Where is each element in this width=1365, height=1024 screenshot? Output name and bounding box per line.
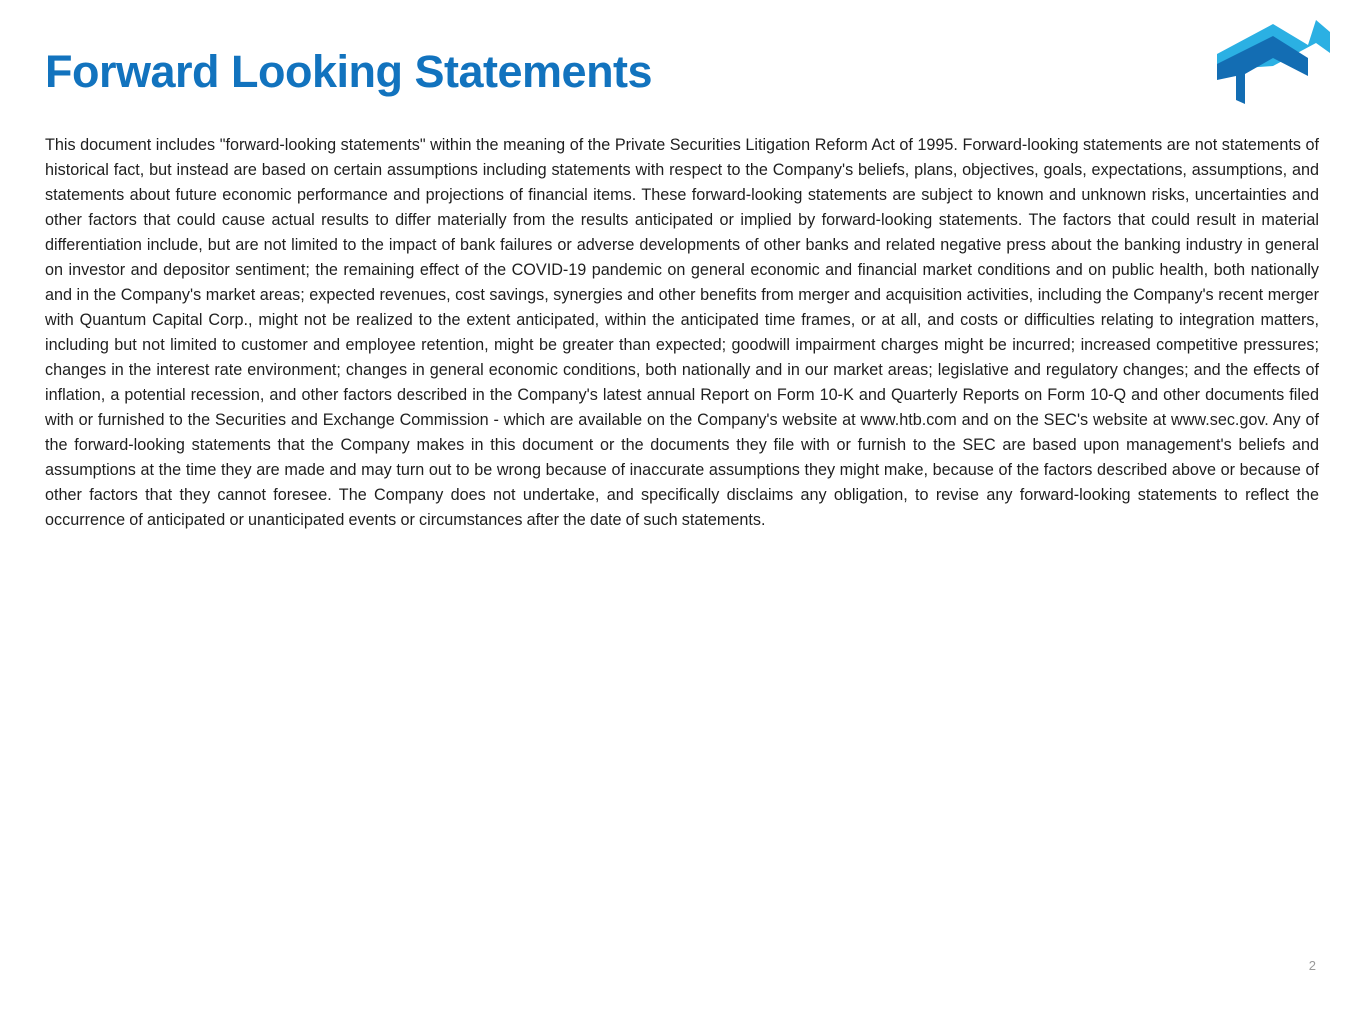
forward-looking-paragraph: This document includes "forward-looking statements" within the meaning of the Private Securities Litigation Reform Act of 1995. Forward-looking statements are not statements of historical fact, but instead are based on certain assumptions including statements with respect to the Company's beliefs, plans, objectives, goals, expectations, assumptions, and statements about future economic performance and projections of financial items. These forward-looking statements are subject to known and unknown risks, uncertainties and other factors that could cause actual results to differ materially from the results anticipated or implied by forward-looking statements. The factors that could result in material differentiation include, but are not limited to the impact of bank failures or adverse developments of other banks and related negative press about the banking industry in general on investor and depositor sentiment; the remaining effect of the COVID-19 pandemic on general economic and financial market conditions and on public health, both nationally and in the Company's market areas; expected revenues, cost savings, synergies and other benefits from merger and acquisition activities, including the Company's recent merger with Quantum Capital Corp., might not be realized to the extent anticipated, within the anticipated time frames, or at all, and costs or difficulties relating to integration matters, including but not limited to customer and employee retention, might be greater than expected; goodwill impairment charges might be incurred; increased competitive pressures; changes in the interest rate environment; changes in general economic conditions, both nationally and in our market areas; legislative and regulatory changes; and the effects of inflation, a potential recession, and other factors described in the Company's latest annual Report on Form 10-K and Quarterly Reports on Form 10-Q and other documents filed with or furnished to the Securities and Exchange Commission - which are available on the Company's website at www.htb.com and on the SEC's website at www.sec.gov. Any of the forward-looking statements that the Company makes in this document or the documents they file with or furnish to the SEC are based upon management's beliefs and assumptions at the time they are made and may turn out to be wrong because of inaccurate assumptions they might make, because of the factors described above or because of other factors that they cannot foresee. The Company does not undertake, and specifically disclaims any obligation, to revise any forward-looking statements to reflect the occurrence of anticipated or unanticipated events or circumstances after the date of such statements. (45, 136, 1319, 529)
page-number: 2 (1308, 958, 1316, 973)
htb-logo-icon (1212, 18, 1334, 106)
page-title: Forward Looking Statements (45, 46, 653, 97)
